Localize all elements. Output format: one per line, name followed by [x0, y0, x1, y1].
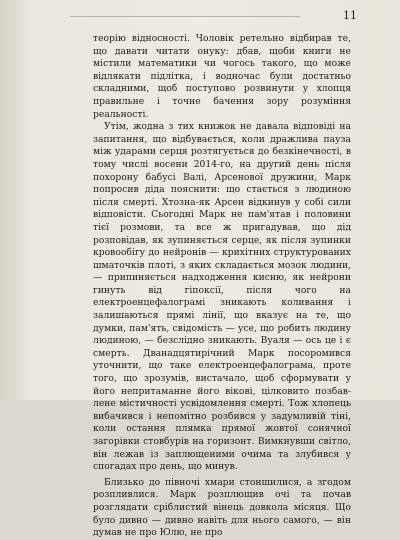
- body-text: [93, 33, 351, 540]
- page-number: 11: [343, 9, 357, 22]
- paragraph-1: теорію відносності. Чоловік ретельно відбирав те, що давати читати онуку: дбав, щоби книги не містили математики чи чогось такого, що може відлякати підлітка, і водночас були достатньо складними, щоб поступово розвинути у хлопця правильне і точне бачення зору розуміння реальності.: [93, 33, 351, 120]
- header-rule: [70, 16, 300, 17]
- paragraph-2: Утім, жодна з тих книжок не давала відповіді на запитання, що відбувається, коли дражлива пауза між ударами серця розтягується до безкінечності, в тому числі восени 2014-го, на другий день після похорону бабусі Валі, Арсенової дружини, Марк попросив діда пояснити: що стається з людиною після смерті. Хтозна-як Арсен відкинув у собі сили відповісти. Сьогодні Марк не пам'ятав і половини тієї розмови, та все ж пригадував, що дід розповідав, як зупиняється серце, як після зупинки кровообігу до нейронів — крихітних структурованих шматочків плоті, з яких складається мозок людини, — припиняється надходження кисню, як нейрони гинуть від гіпоксії, після чого на електроенцефалограмі зникають коливання і залишаються прямі лінії, що вказує на те, що думки, пам'ять, свідомість — усе, що робить людину людиною, — безслідно зникають. Вуаля — ось це і є смерть. Дванадцятирічний Марк посоромився уточнити, що таке електроенцефалограма, проте того, що зрозумів, вистачало, щоб сформувати у його непритаманне його вікові, цілковито позбавлене містичності усвідомлення смерті. Тож хлопець вибачився і непомітно розбився у задумливій тіні, коли остання плямка прямої жовтої сонячної загорівки стовбурів на горизонт. Вимкнувши світло, він лежав із заплющеними очима та злубився у спогадах про день, що минув.: [93, 121, 351, 473]
- paragraph-3: Близько до півночі хмари стоншилися, а згодом розпливлися. Марк розплющив очі та почав розглядати сріблистий вінець довкола місяця. Що було дивно — дивно навіть для нього самого, — він думав не про Юлю, не про: [93, 476, 351, 539]
